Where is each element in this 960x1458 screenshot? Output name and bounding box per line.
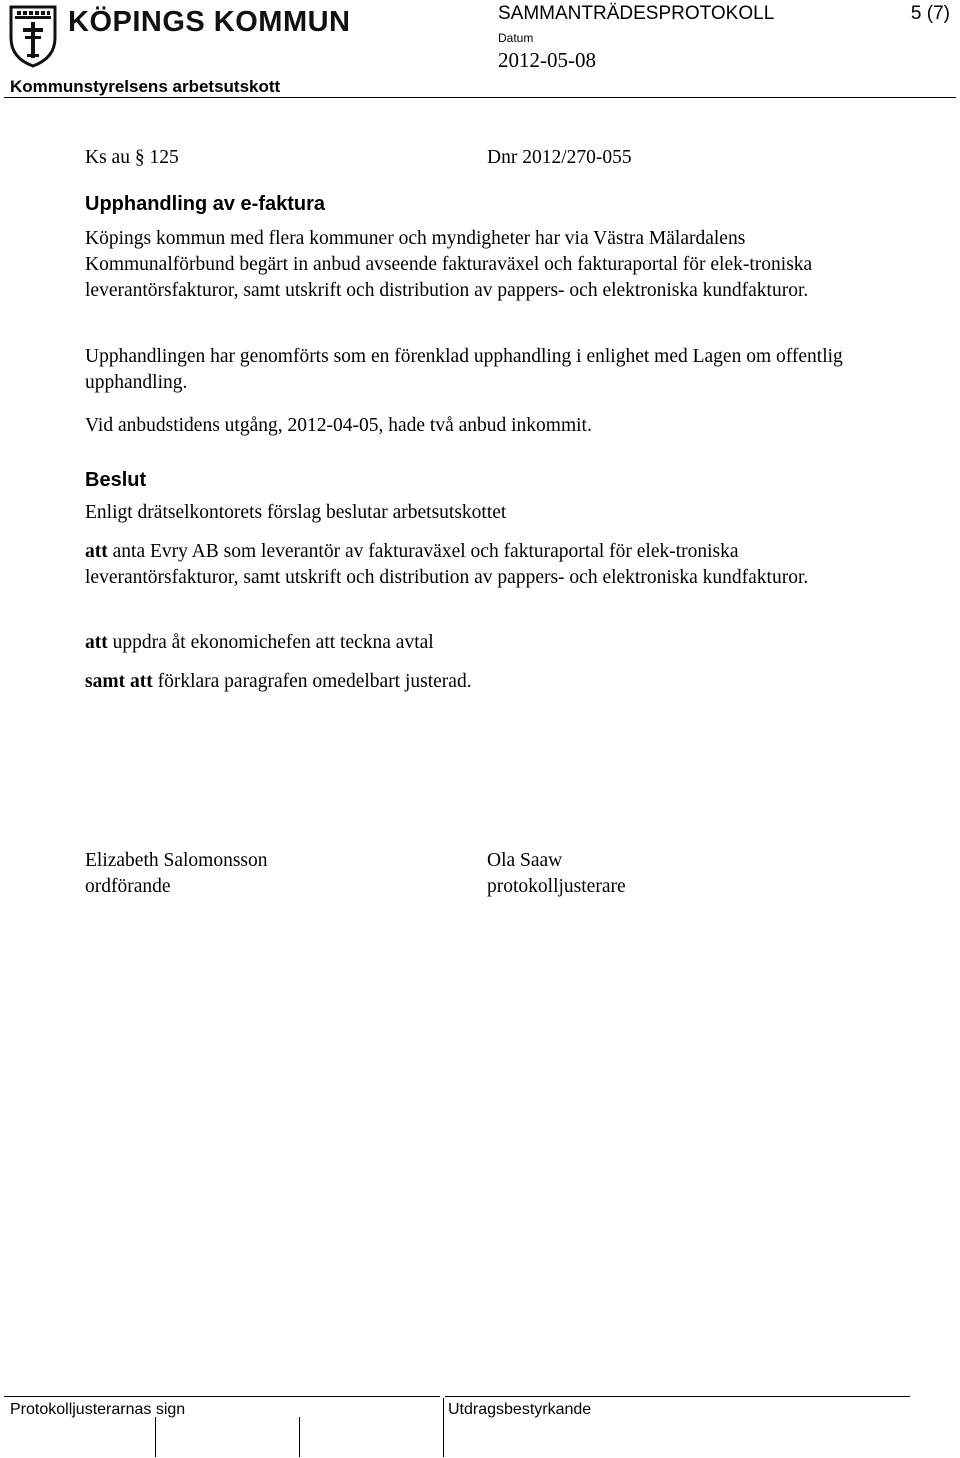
decision-heading: Beslut: [85, 469, 147, 491]
meeting-date: 2012-05-08: [498, 48, 596, 72]
coat-of-arms-icon: [8, 4, 58, 68]
decision-item-1: [85, 539, 885, 591]
footer-divider-right: [445, 1396, 910, 1397]
signature-box-divider: [155, 1417, 156, 1457]
procurement-paragraph: [85, 344, 885, 396]
decision-keyword: att: [85, 541, 108, 562]
decision-text: uppdra åt ekonomichefen att teckna avtal: [107, 632, 434, 653]
signer-name: Ola Saaw: [487, 850, 563, 871]
diary-number: Dnr 2012/270-055: [487, 147, 632, 168]
footer-column-divider: [443, 1398, 444, 1457]
case-title: Upphandling av e-faktura: [85, 193, 326, 215]
document-type: SAMMANTRÄDESPROTOKOLL: [498, 3, 775, 24]
signature-adjuster: [487, 848, 626, 900]
header-divider: [4, 97, 956, 98]
signature-label: Protokolljusterarnas sign: [10, 1401, 186, 1418]
footer-divider-left: [4, 1396, 440, 1397]
decision-keyword: samt att: [85, 671, 153, 692]
decision-intro: Enligt drätselkontorets förslag beslutar arbetsutskottet: [85, 502, 507, 523]
signer-name: Elizabeth Salomonsson: [85, 850, 268, 871]
page-number: 5 (7): [910, 3, 950, 24]
decision-item-3: [85, 669, 885, 695]
decision-item-2: [85, 630, 885, 656]
signature-chair: [85, 848, 268, 900]
date-label: Datum: [498, 31, 534, 45]
paragraph-reference: Ks au § 125: [85, 147, 179, 168]
case-description: [85, 226, 885, 304]
signer-role: ordförande: [85, 876, 171, 897]
certification-label: Utdragsbestyrkande: [448, 1401, 592, 1418]
bids-paragraph: [85, 413, 885, 439]
committee-name: Kommunstyrelsens arbetsutskott: [10, 77, 281, 96]
decision-text: förklara paragrafen omedelbart justerad.: [152, 671, 472, 692]
body-paragraph-2: Upphandlingen har genomförts som en förenklad upphandling i enlighet med Lagen om offentlig upphandling.: [85, 346, 843, 393]
decision-keyword: att: [85, 632, 108, 653]
signature-box-divider: [299, 1417, 300, 1457]
org-name: KÖPINGS KOMMUN: [68, 6, 351, 38]
body-paragraph-1: Köpings kommun med flera kommuner och myndigheter har via Västra Mälardalens Kommunalförbund begärt in anbud avseende fakturaväxel och fakturaportal för elek-troniska leverantörsfakturor, samt utskrift och distribution av pappers- och elektroniska kundfakturor.: [85, 228, 813, 301]
decision-text: anta Evry AB som leverantör av fakturaväxel och fakturaportal för elek-troniska leverantörsfakturor, samt utskrift och distribution av pappers- och elektroniska kundfakturor.: [85, 541, 809, 588]
signer-role: protokolljusterare: [487, 876, 626, 897]
body-paragraph-3: Vid anbudstidens utgång, 2012-04-05, hade två anbud inkommit.: [85, 415, 592, 436]
